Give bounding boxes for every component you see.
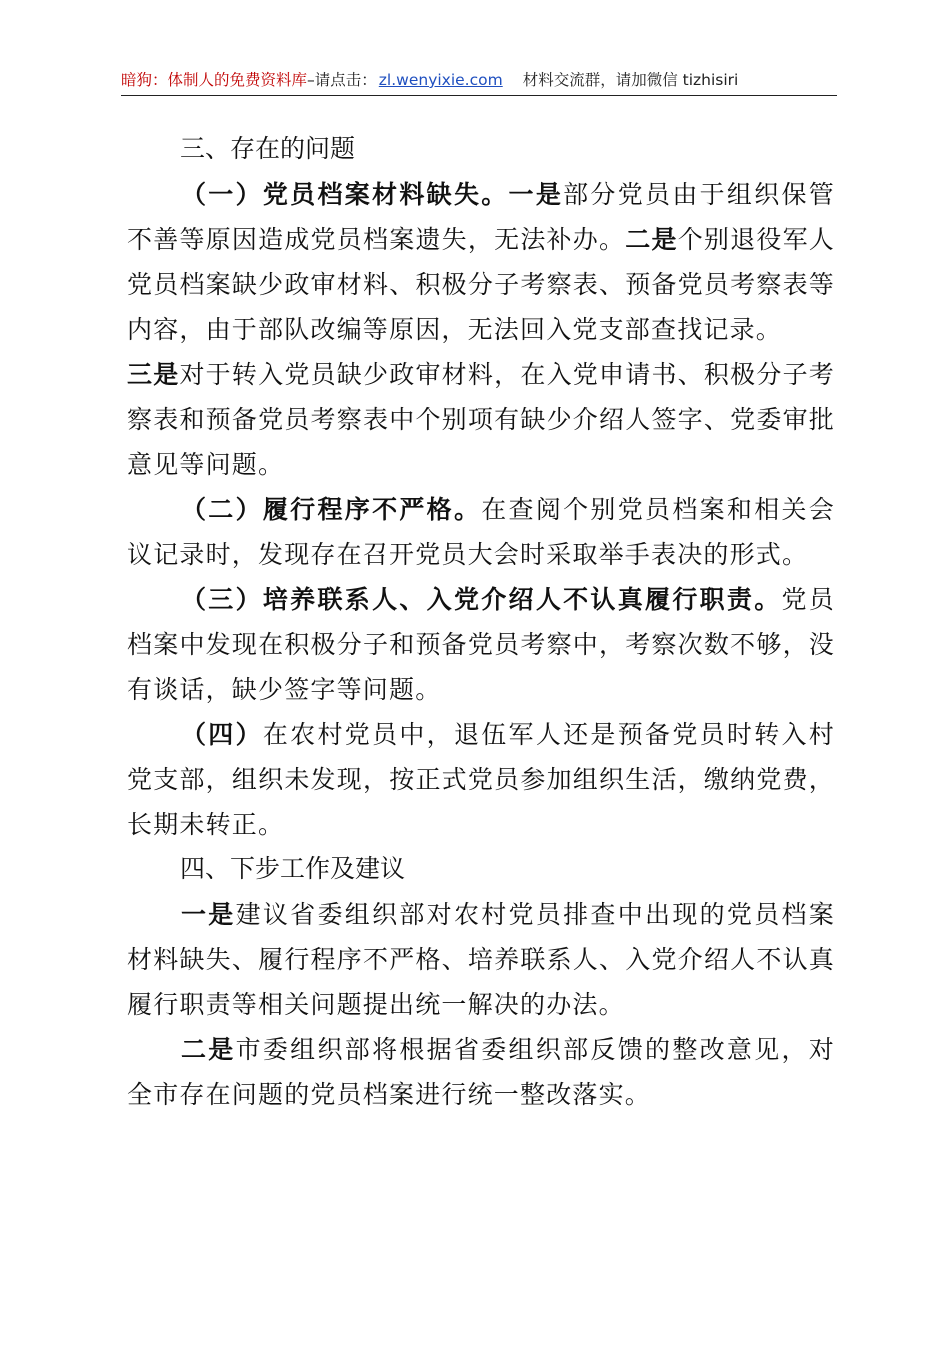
paragraph-text: 在农村党员中，退伍军人还是预备党员时转入村党支部，组织未发现，按正式党员参加组织生活，缴纳党费，长期未转正。 [127,720,835,839]
point-marker: 三是 [127,360,180,389]
paragraph-responsibility [127,577,835,712]
paragraph-text: 个别退役军人党员档案缺少政审材料、积极分子考察表、预备党员考察表等内容，由于部队改编等原因，无法回入党支部查找记录。 [127,225,835,344]
paragraph-heading: （三）培养联系人、入党介绍人不认真履行职责。 [181,585,782,614]
point-marker: 一是 [181,900,236,929]
suggestion-2 [127,1027,835,1117]
section-3-title: 三、存在的问题 [180,134,356,163]
header-contact: 材料交流群，请加微信 tizhisiri [522,71,739,89]
paragraph-rural-members [127,712,835,847]
point-marker: 一是 [508,180,564,209]
paragraph-heading: （一）党员档案材料缺失。 [181,180,509,209]
paragraph-text: 建议省委组织部对农村党员排查中出现的党员档案材料缺失、履行程序不严格、培养联系人、入党介绍人不认真履行职责等相关问题提出统一解决的办法。 [127,900,835,1019]
paragraph-text: 对于转入党员缺少政审材料，在入党申请书、积极分子考察表和预备党员考察表中个别项有缺少介绍人签字、党委审批意见等问题。 [127,360,835,479]
page-header [121,68,837,96]
document-body [127,127,835,1117]
point-marker: 二是 [181,1035,236,1064]
header-prompt: –请点击： [307,71,377,89]
section-4-title: 四、下步工作及建议 [180,854,406,883]
paragraph-text: 在查阅个别党员档案和相关会议记录时，发现存在召开党员大会时采取举手表决的形式。 [127,495,835,569]
header-link[interactable]: zl.wenyixie.com [378,71,503,89]
header-source: 暗狗：体制人的免费资料库 [121,71,308,89]
paragraph-heading: （二）履行程序不严格。 [181,495,482,524]
paragraph-procedure [127,487,835,577]
paragraph-text: 党员档案中发现在积极分子和预备党员考察中，考察次数不够，没有谈话，缺少签字等问题。 [127,585,835,704]
paragraph-missing-materials [127,172,835,487]
paragraph-heading: （四） [181,720,263,749]
suggestion-1 [127,892,835,1027]
paragraph-text: 市委组织部将根据省委组织部反馈的整改意见，对全市存在问题的党员档案进行统一整改落实。 [127,1035,835,1109]
point-marker: 二是 [625,225,678,254]
paragraph-text: 部分党员由于组织保管不善等原因造成党员档案遗失，无法补办。 [127,180,835,254]
